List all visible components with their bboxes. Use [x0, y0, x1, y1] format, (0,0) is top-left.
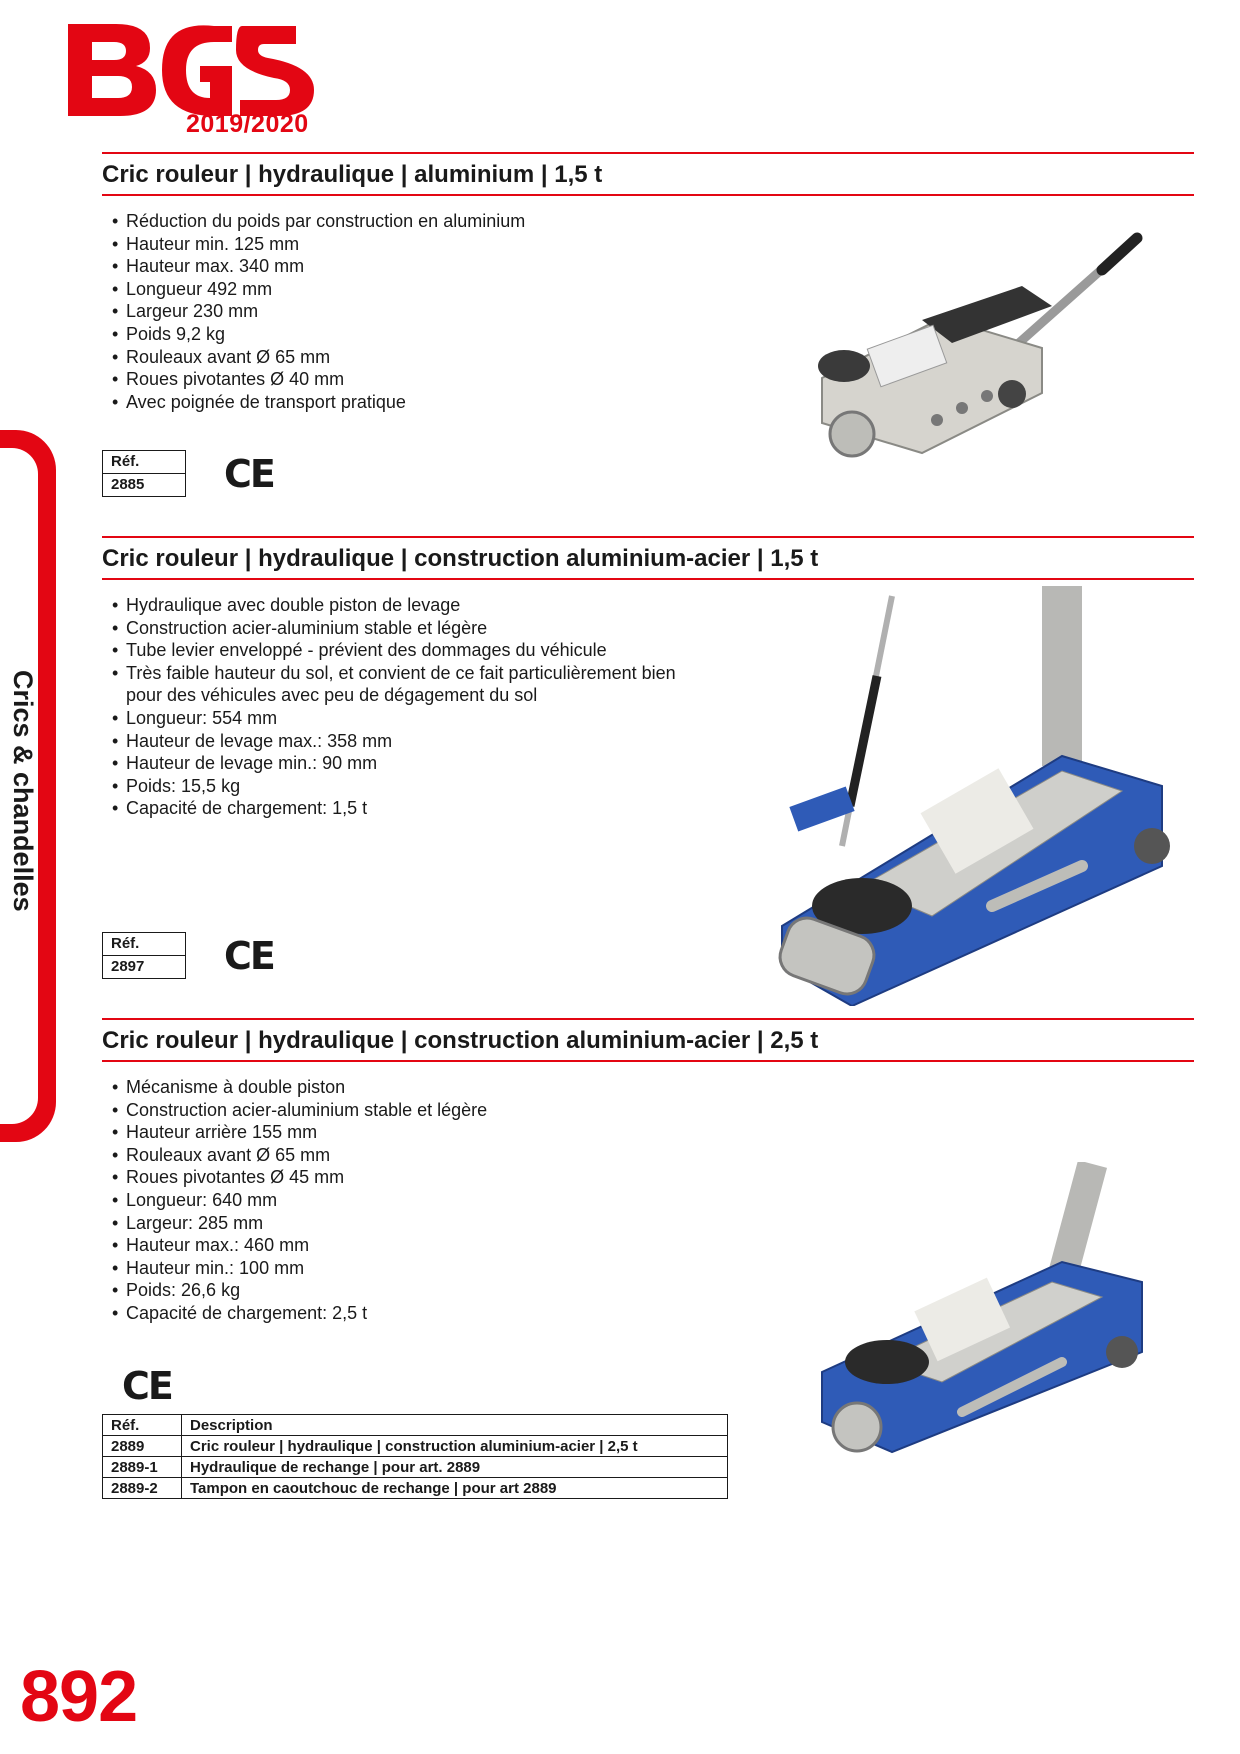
- feature-item: • Largeur: 285 mm: [112, 1212, 487, 1235]
- table-header-row: [103, 1415, 728, 1436]
- table-cell: 2889-2: [103, 1478, 182, 1499]
- feature-item: • Hauteur max. 340 mm: [112, 255, 525, 278]
- ref-label: Réf.: [111, 453, 140, 470]
- feature-item: • Longueur: 640 mm: [112, 1189, 487, 1212]
- product-section-2889: [102, 1018, 1194, 1518]
- bgs-logo-mark: [64, 16, 334, 116]
- ref-label: Réf.: [111, 935, 140, 952]
- ce-mark-icon: CE: [122, 1364, 172, 1408]
- feature-item: • Poids: 15,5 kg: [112, 775, 712, 798]
- table-cell: Tampon en caoutchouc de rechange | pour art 2889: [182, 1478, 728, 1499]
- table-row: [103, 1436, 728, 1457]
- feature-item: • Roues pivotantes Ø 45 mm: [112, 1166, 487, 1189]
- heavy-blue-jack-image: [802, 1162, 1192, 1462]
- feature-item: • Hauteur min. 125 mm: [112, 233, 525, 256]
- feature-item: • Poids: 26,6 kg: [112, 1279, 487, 1302]
- ce-mark-icon: CE: [224, 934, 274, 978]
- feature-list: [112, 1076, 487, 1325]
- feature-item: • Longueur 492 mm: [112, 278, 525, 301]
- page-number: 892: [20, 1657, 138, 1737]
- product-title: Cric rouleur | hydraulique | construction aluminium-acier | 2,5 t: [102, 1027, 819, 1054]
- table-row: [103, 1457, 728, 1478]
- feature-item: • Longueur: 554 mm: [112, 707, 712, 730]
- feature-item: • Capacité de chargement: 2,5 t: [112, 1302, 487, 1325]
- product-title: Cric rouleur | hydraulique | aluminium | 1,5 t: [102, 161, 603, 188]
- feature-item: • Très faible hauteur du sol, et convient de ce fait particulièrement bien pour des véhicules avec peu de dégagement du sol: [112, 662, 712, 707]
- feature-item: • Rouleaux avant Ø 65 mm: [112, 1144, 487, 1167]
- feature-item: • Hauteur arrière 155 mm: [112, 1121, 487, 1144]
- table-header: Réf.: [103, 1415, 182, 1436]
- product-section-2885: [102, 152, 1194, 496]
- aluminium-jack-image: [792, 208, 1192, 488]
- bgs-logo: [64, 16, 334, 138]
- feature-list: [112, 210, 525, 413]
- side-tab-label: Crics & chandelles: [8, 670, 38, 912]
- feature-item: • Hydraulique avec double piston de levage: [112, 594, 712, 617]
- feature-item: • Capacité de chargement: 1,5 t: [112, 797, 712, 820]
- ref-number: 2897: [103, 955, 185, 978]
- feature-item: • Largeur 230 mm: [112, 300, 525, 323]
- table-header: Description: [182, 1415, 728, 1436]
- table-row: [103, 1478, 728, 1499]
- feature-item: • Hauteur min.: 100 mm: [112, 1257, 487, 1280]
- ce-mark-icon: CE: [224, 452, 274, 496]
- product-section-2897: [102, 536, 1194, 1006]
- feature-item: • Hauteur de levage min.: 90 mm: [112, 752, 712, 775]
- feature-item: • Réduction du poids par construction en aluminium: [112, 210, 525, 233]
- feature-item: • Poids 9,2 kg: [112, 323, 525, 346]
- feature-item: • Roues pivotantes Ø 40 mm: [112, 368, 525, 391]
- ref-number: 2885: [103, 473, 185, 496]
- ref-box: [102, 450, 186, 497]
- reference-table: [102, 1414, 728, 1499]
- product-title-bar: [102, 152, 1194, 196]
- feature-item: • Avec poignée de transport pratique: [112, 391, 525, 414]
- product-title-bar: [102, 536, 1194, 580]
- table-cell: 2889-1: [103, 1457, 182, 1478]
- feature-item: • Construction acier-aluminium stable et légère: [112, 617, 712, 640]
- table-cell: Hydraulique de rechange | pour art. 2889: [182, 1457, 728, 1478]
- product-title-bar: [102, 1018, 1194, 1062]
- catalog-year: 2019/2020: [186, 110, 309, 138]
- blue-jack-image: [742, 586, 1192, 1006]
- product-title: Cric rouleur | hydraulique | construction aluminium-acier | 1,5 t: [102, 545, 819, 572]
- ref-box: [102, 932, 186, 979]
- table-cell: 2889: [103, 1436, 182, 1457]
- feature-item: • Tube levier enveloppé - prévient des dommages du véhicule: [112, 639, 712, 662]
- feature-item: • Mécanisme à double piston: [112, 1076, 487, 1099]
- table-cell: Cric rouleur | hydraulique | construction aluminium-acier | 2,5 t: [182, 1436, 728, 1457]
- feature-item: • Construction acier-aluminium stable et légère: [112, 1099, 487, 1122]
- feature-item: • Hauteur max.: 460 mm: [112, 1234, 487, 1257]
- feature-list: [112, 594, 712, 820]
- feature-item: • Rouleaux avant Ø 65 mm: [112, 346, 525, 369]
- feature-item: • Hauteur de levage max.: 358 mm: [112, 730, 712, 753]
